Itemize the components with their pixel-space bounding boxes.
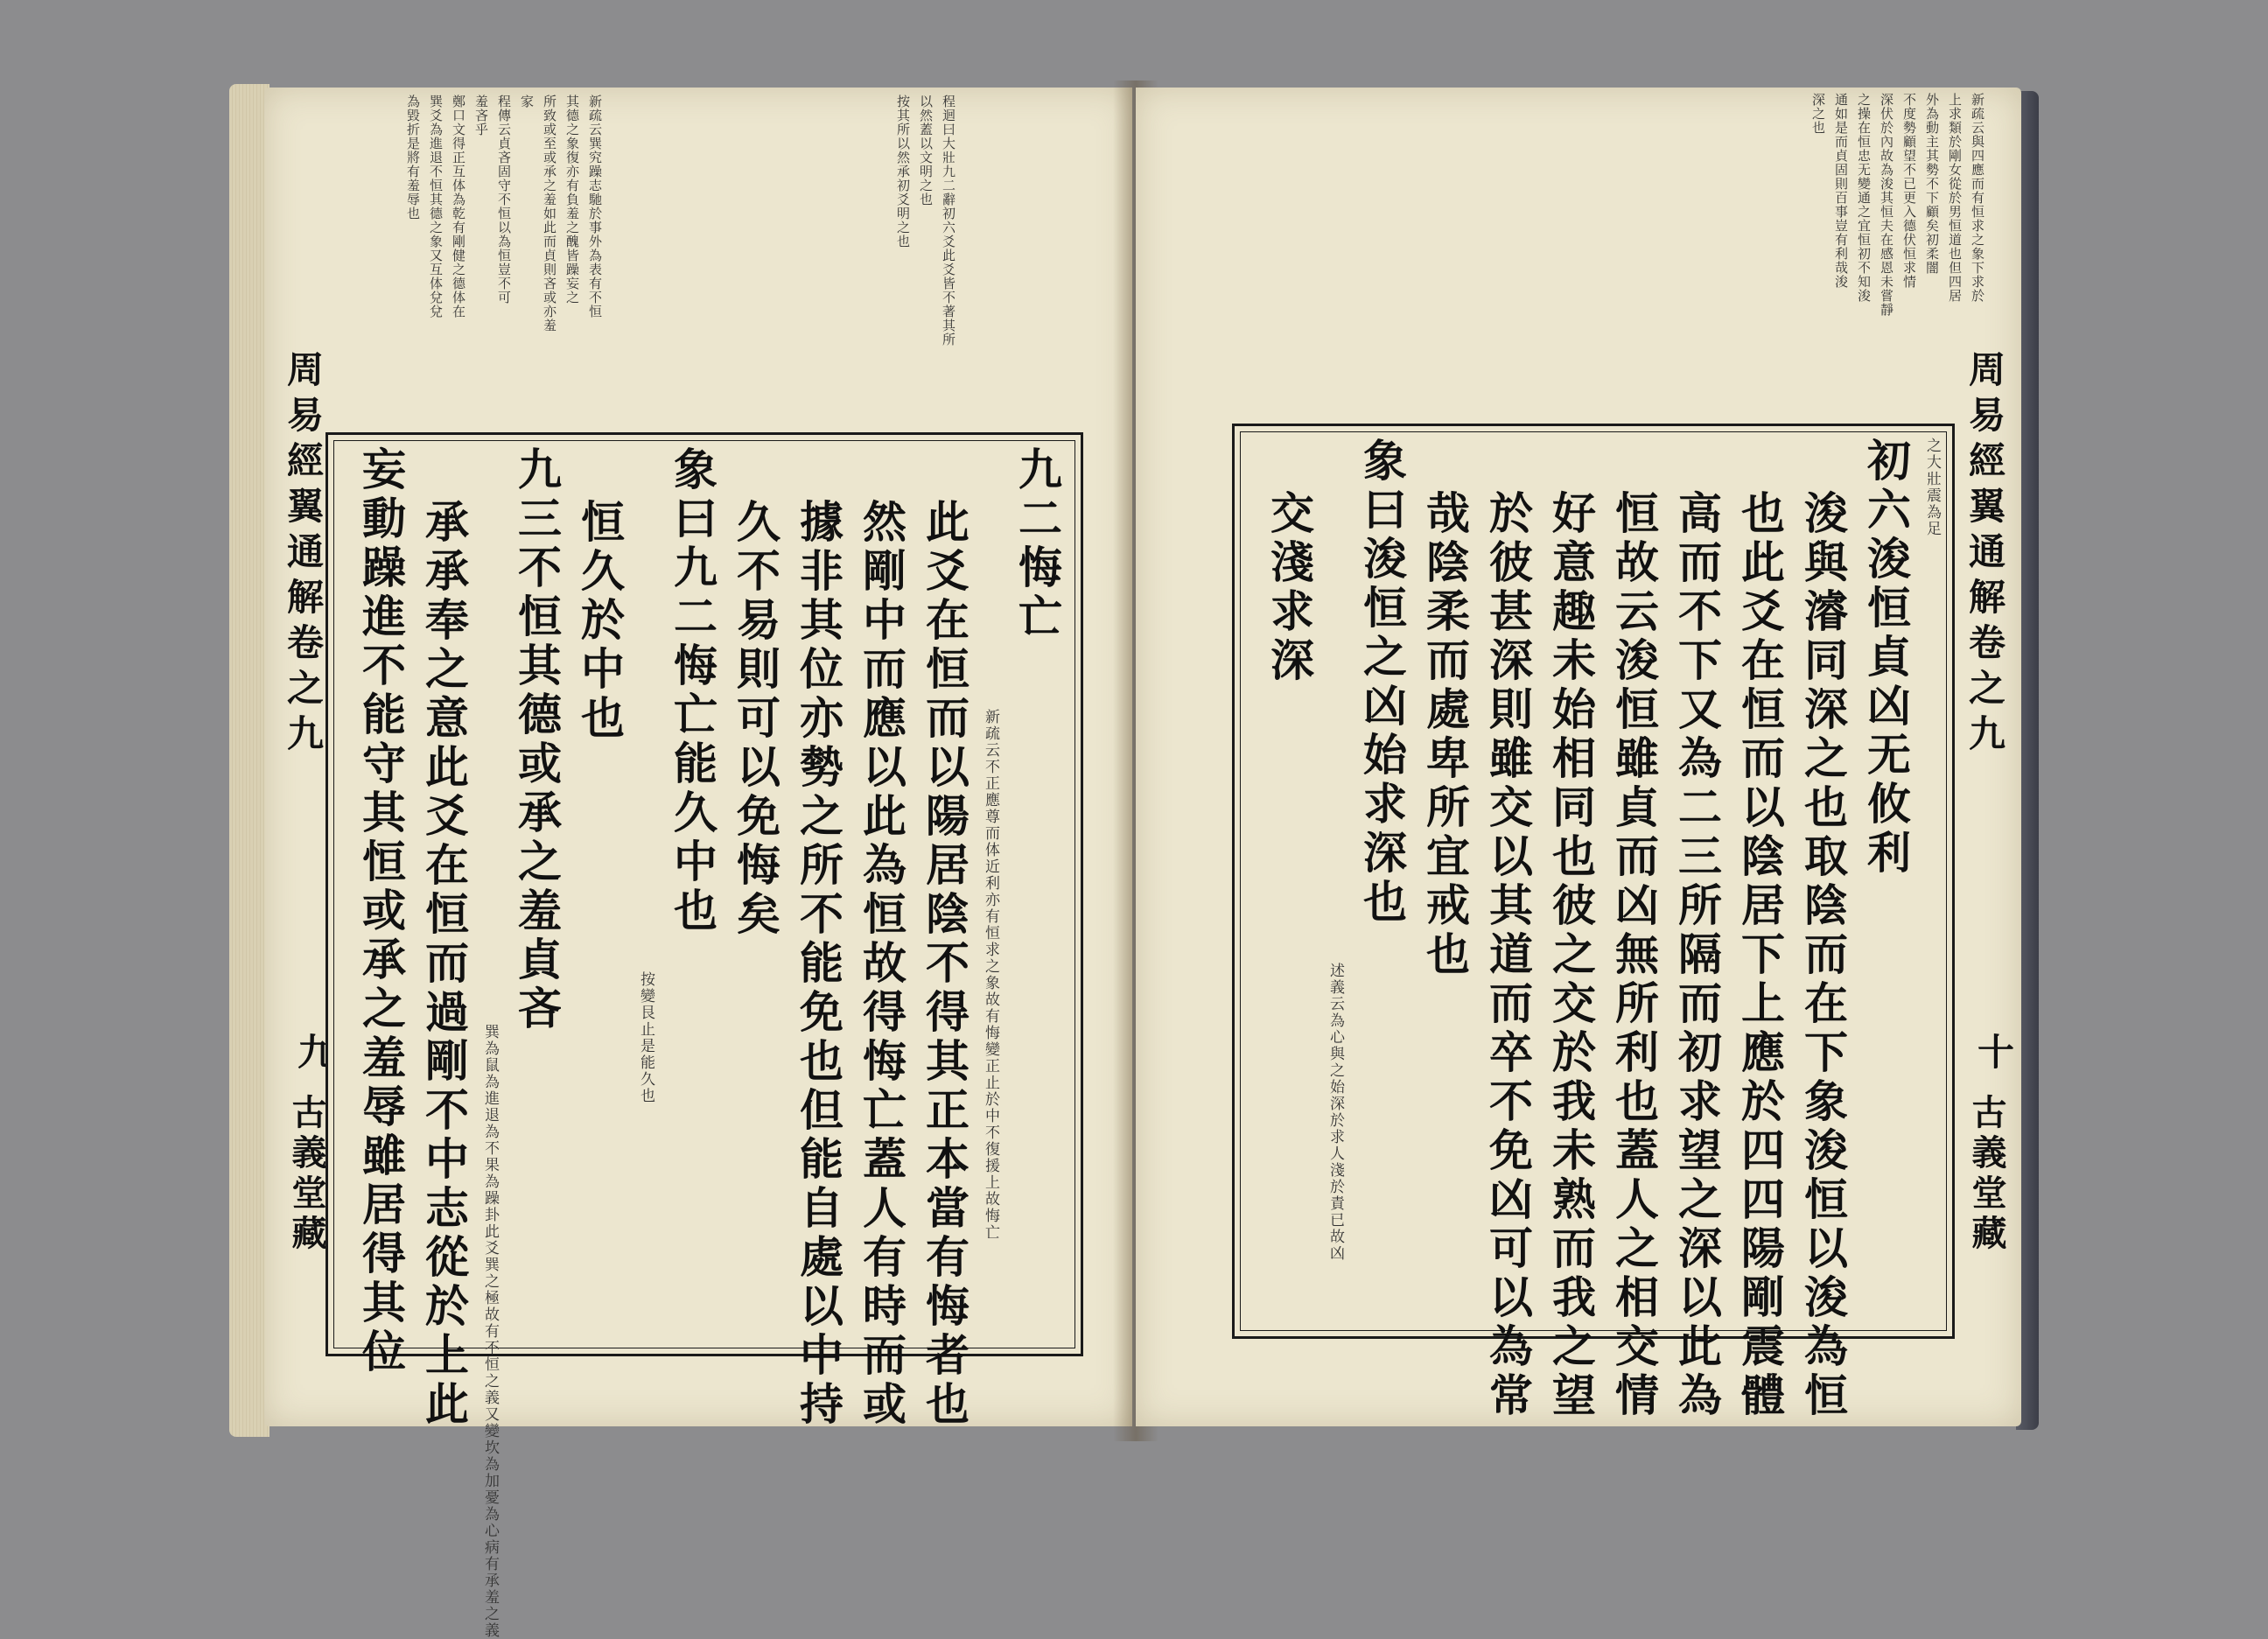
ownership-stamp: 古義堂藏	[1966, 1094, 2007, 1255]
text-column: 據非其位亦勢之所不能免也但能自處以中持	[793, 499, 844, 1430]
note-column: 家	[519, 95, 535, 109]
note-column: 外為動主其勢不下顧矣初柔闇	[1924, 93, 1940, 275]
note-column: 其德之象復亦有負羞之醜皆躁妄之	[564, 95, 580, 305]
right-page	[1136, 88, 2021, 1426]
text-column: 交淺求深	[1264, 490, 1315, 686]
annotation-column: 之大壯震為足	[1923, 438, 1941, 537]
note-column: 鄭口文得正互体為乾有剛健之德体在	[451, 95, 466, 319]
annotation-column: 按變艮止是能久也	[637, 971, 654, 1104]
text-column: 好意趣未始相同也彼之交於我未熟而我之望	[1545, 490, 1597, 1421]
note-column: 新疏云巽究躁志馳於事外為表有不恒	[587, 95, 603, 319]
note-column: 程傳云貞吝固守不恒以為恒豈不可	[496, 95, 512, 305]
text-column: 妄動躁進不能守其恒或承之羞辱雖居得其位	[355, 446, 407, 1377]
text-column: 也此爻在恒而以陰居下上應於四四陽剛震體	[1734, 490, 1786, 1421]
text-column: 然剛中而應以此為恒故得悔亡蓋人有時而或	[856, 499, 907, 1430]
note-column: 程迴曰大壯九二辭初六爻此爻皆不著其所	[941, 95, 956, 347]
note-column: 巽爻為進退不恒其德之象又互体兌兌	[428, 95, 444, 319]
open-book	[229, 81, 2039, 1639]
annotation-column: 巽為鼠為進退為不果為躁卦此爻巽之極故有不恒之義又變坎為加憂為心病有承羞之義	[481, 1024, 499, 1639]
annotation-column: 述義云為心與之始深於求人淺於責已故凶	[1326, 963, 1344, 1262]
text-column: 久不易則可以免悔矣	[730, 499, 781, 940]
text-column: 高而不下又為二三所隔而初求望之深以此為	[1671, 490, 1723, 1421]
text-column: 恒故云浚恒雖貞而凶無所利也蓋人之相交情	[1608, 490, 1660, 1421]
note-column: 不度勢顧望不已更入德伏恒求情	[1901, 93, 1917, 289]
ownership-stamp: 古義堂藏	[286, 1094, 327, 1255]
note-column: 之操在恒忠无變通之宜恒初不知浚	[1856, 93, 1872, 303]
note-column: 上求類於剛女從於男恒道也但四居	[1947, 93, 1963, 303]
right-main-text	[1250, 438, 1941, 1421]
note-column: 新疏云與四應而有恒求之象下求於	[1970, 93, 1985, 303]
folio-number: 九	[292, 1033, 335, 1069]
annotation-column: 新疏云不正應尊而体近利亦有恒求之象故有悔變正止於中不復援上故悔亡	[982, 709, 999, 1241]
text-column: 於彼甚深則雖交以其道而卒不免凶可以為常	[1482, 490, 1534, 1421]
note-column: 以然蓋以文明之也	[918, 95, 934, 207]
left-top-notes	[404, 95, 604, 331]
text-column: 象曰浚恒之凶始求深也	[1356, 438, 1408, 928]
note-column: 所致或至或承之羞如此而貞則吝或亦羞	[542, 95, 557, 333]
note-column: 深伏於內故為浚其恒夫在感恩未嘗靜	[1879, 93, 1894, 317]
right-top-notes	[1810, 93, 1986, 338]
text-column: 哉陰柔而處卑所宜戒也	[1419, 490, 1471, 980]
text-column: 恒久於中也	[574, 499, 626, 744]
text-column: 浚與濬同深之也取陰而在下象浚恒以浚為恒	[1797, 490, 1849, 1421]
text-column: 象曰九二悔亡能久中也	[667, 446, 718, 936]
note-column: 按其所以然承初爻明之也	[895, 95, 911, 249]
text-column: 承承奉之意此爻在恒而過剛不中志從於上此	[418, 499, 470, 1430]
left-page	[264, 88, 1132, 1639]
margin-title: 周易經翼通解卷之九	[282, 350, 325, 760]
left-main-text	[345, 446, 1063, 1639]
text-column: 初六浚恒貞凶无攸利	[1860, 438, 1912, 879]
note-column: 通如是而貞固則百事豈有利哉浚	[1833, 93, 1849, 289]
note-column: 為毀折是將有羞辱也	[405, 95, 421, 221]
left-top-notes-right	[894, 95, 957, 357]
text-column: 此爻在恒而以陽居陰不得其正本當有悔者也	[919, 499, 970, 1430]
text-column: 九三不恒其德或承之羞貞吝	[511, 446, 563, 1034]
text-column: 九二悔亡	[1012, 446, 1063, 642]
margin-title: 周易經翼通解卷之九	[1964, 350, 2006, 760]
note-column: 羞吝乎	[473, 95, 489, 137]
folio-number: 十	[1972, 1033, 2015, 1069]
note-column: 深之也	[1810, 93, 1826, 135]
